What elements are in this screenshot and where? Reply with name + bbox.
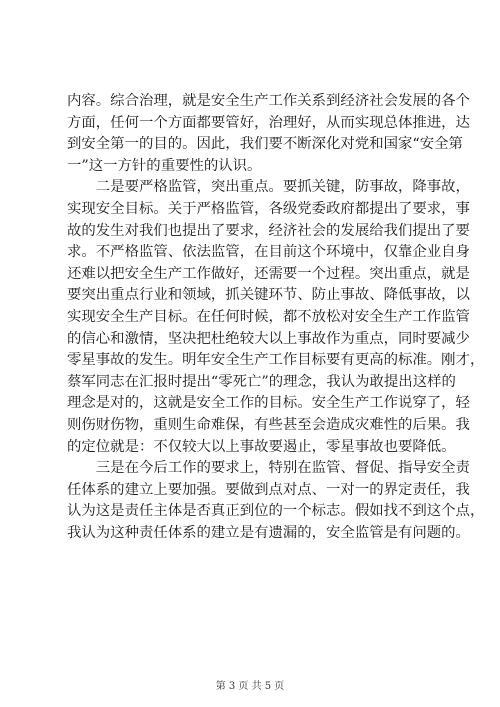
page-footer: 第 3 页 共 5 页: [215, 681, 285, 692]
text-line: 实现安全目标。关于严格监管，各级党委政府都提出了要求，事: [67, 200, 470, 217]
text-line: 到安全第一的目的。因此，我们要不断深化对党和国家“安全第: [67, 136, 463, 153]
text-line: 任体系的建立上要加强。要做到点对点、一对一的界定责任，我: [67, 481, 470, 498]
text-line: 零星事故的发生。明年安全生产工作目标要有更高的标准。刚才，: [67, 352, 485, 369]
body-text: [67, 91, 485, 544]
text-line: 蔡军同志在汇报时提出“零死亡”的理念，我认为敢提出这样的: [67, 373, 456, 390]
text-line: 求。不严格监管、依法监管，在目前这个环境中，仅靠企业自身: [67, 244, 470, 261]
text-line: 则伤财伤物，重则生命难保，有些甚至会造成灾难性的后果。我: [67, 416, 470, 433]
text-line: 的信心和激情，坚决把杜绝较大以上事故作为重点，同时要减少: [67, 330, 470, 347]
text-line: 还难以把安全生产工作做好，还需要一个过程。突出重点，就是: [67, 265, 470, 282]
text-line: 要突出重点行业和领域，抓关键环节、防止事故、降低事故，以: [67, 287, 470, 304]
text-line: 理念是对的，这就是安全工作的目标。安全生产工作说穿了，轻: [67, 395, 470, 412]
text-line: 三是在今后工作的要求上，特别在监管、督促、指导安全责: [67, 460, 470, 477]
text-line: 故的发生对我们也提出了要求，经济社会的发展给我们提出了要: [67, 222, 470, 239]
text-line: 认为这是责任主体是否真正到位的一个标志。假如找不到这个点，: [67, 503, 485, 520]
text-line: 方面，任何一个方面都要管好，治理好，从而实现总体推进，达: [67, 114, 470, 131]
text-line: 我认为这种责任体系的建立是有遗漏的，安全监管是有问题的。: [67, 524, 470, 541]
text-line: 实现安全生产目标。在任何时候，都不放松对安全生产工作监管: [67, 308, 470, 325]
text-line: 的定位就是：不仅较大以上事故要遏止，零星事故也要降低。: [67, 438, 456, 455]
text-line: 内容。综合治理，就是安全生产工作关系到经济社会发展的各个: [67, 93, 470, 109]
text-line: 二是要严格监管，突出重点。要抓关键，防事故，降事故，: [67, 179, 470, 196]
text-line: 一”这一方针的重要性的认识。: [67, 157, 262, 174]
